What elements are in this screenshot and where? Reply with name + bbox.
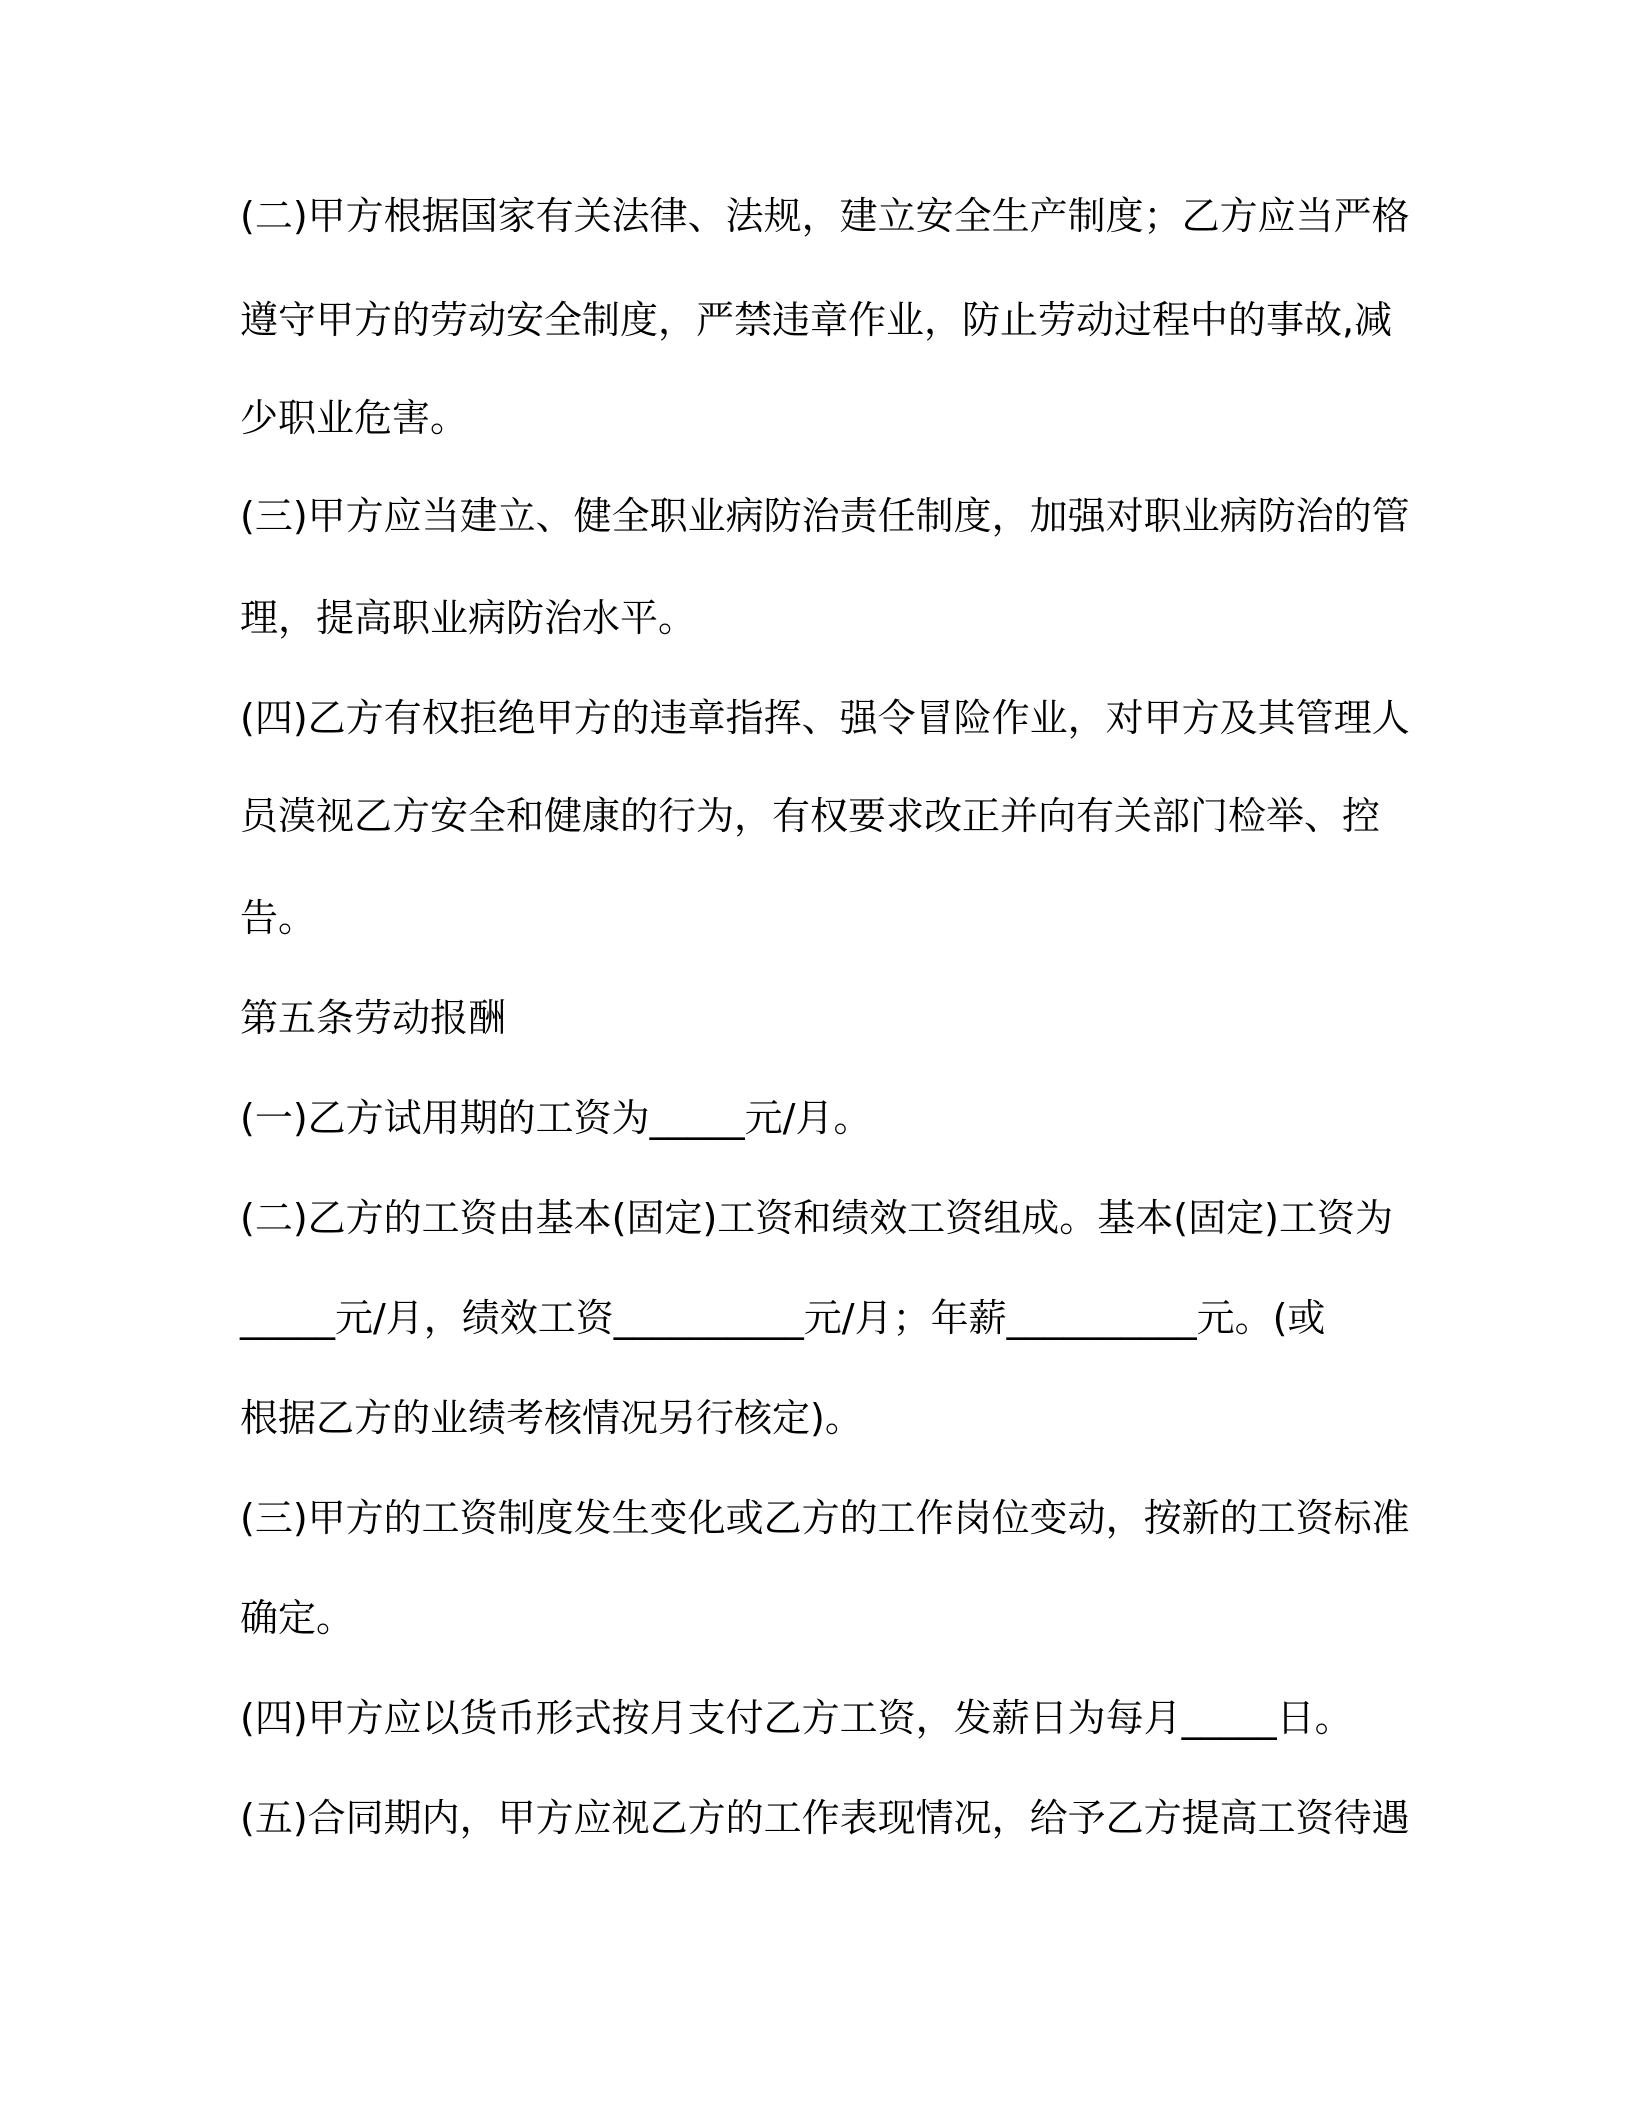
text-line: 确定。	[240, 1596, 355, 1640]
text-line: 少职业危害。	[240, 396, 469, 440]
text-line: _____元/月，绩效工资__________元/月；年薪__________元。(或	[240, 1296, 1326, 1340]
text-line: 理，提高职业病防治水平。	[240, 596, 697, 640]
text-line: (二)甲方根据国家有关法律、法规，建立安全生产制度；乙方应当严格	[240, 194, 1410, 238]
text-line: 告。	[240, 896, 317, 940]
text-line: (二)乙方的工资由基本(固定)工资和绩效工资组成。基本(固定)工资为	[240, 1196, 1393, 1240]
section-heading: 第五条劳动报酬	[240, 996, 507, 1040]
text-line: (四)甲方应以货币形式按月支付乙方工资，发薪日为每月_____日。	[240, 1696, 1353, 1740]
text-line: (三)甲方的工资制度发生变化或乙方的工作岗位变动，按新的工资标准	[240, 1496, 1410, 1540]
text-line: 员漠视乙方安全和健康的行为，有权要求改正并向有关部门检举、控	[240, 794, 1381, 838]
text-line: (四)乙方有权拒绝甲方的违章指挥、强令冒险作业，对甲方及其管理人	[240, 696, 1410, 740]
text-line: (一)乙方试用期的工资为_____元/月。	[240, 1096, 872, 1140]
text-line: (五)合同期内，甲方应视乙方的工作表现情况，给予乙方提高工资待遇	[240, 1796, 1410, 1840]
text-line: (三)甲方应当建立、健全职业病防治责任制度，加强对职业病防治的管	[240, 494, 1410, 538]
text-line: 遵守甲方的劳动安全制度，严禁违章作业，防止劳动过程中的事故,减	[240, 298, 1393, 342]
text-line: 根据乙方的业绩考核情况另行核定)。	[240, 1396, 863, 1440]
